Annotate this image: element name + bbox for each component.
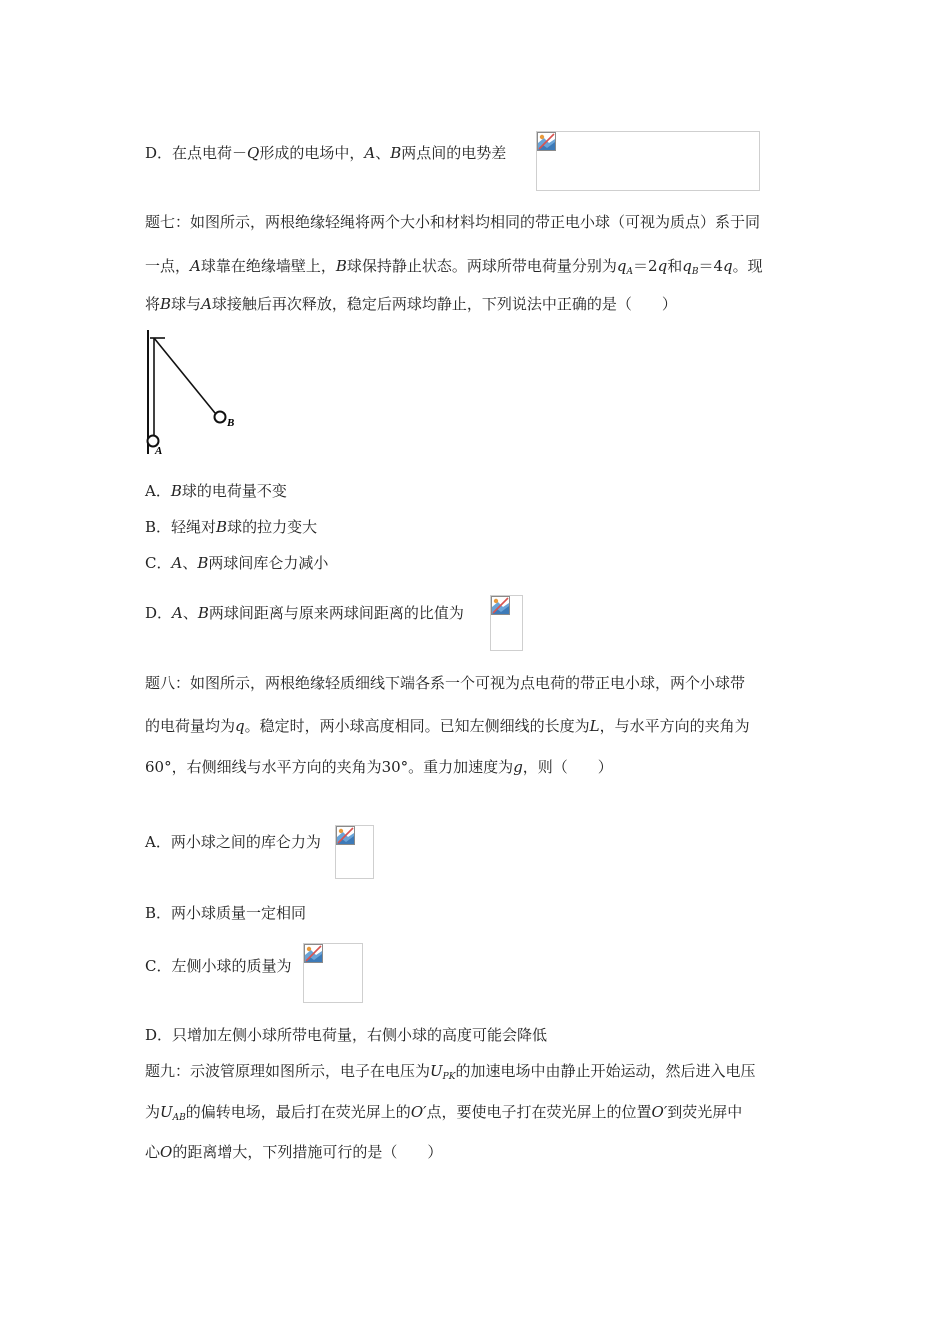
q7-stem-line-1: 题七：如图所示，两根绝缘轻绳将两个大小和材料均相同的带正电小球（可视为质点）系于同 <box>145 213 761 231</box>
q9-stem-line-2: 为$U_{AB}$的偏转电场，最后打在荧光屏上的O′点，要使电子打在荧光屏上的位置O′到荧光屏中 <box>145 1103 743 1123</box>
label-a: A <box>155 445 163 457</box>
q8-stem-line-1: 题八：如图所示，两根绝缘轻质细线下端各系一个可视为点电荷的带正电小球，两个小球带 <box>145 674 746 692</box>
q9-stem-line-3: 心O的距离增大，下列措施可行的是（ ） <box>145 1143 443 1161</box>
ball-b <box>215 412 226 423</box>
broken-image-icon <box>537 132 556 151</box>
q8-option-b: B．两小球质量一定相同 <box>145 904 307 922</box>
broken-image-icon <box>336 826 355 845</box>
formula-image-placeholder <box>536 131 760 191</box>
formula-image-placeholder <box>303 943 363 1003</box>
rope-b <box>154 338 215 413</box>
q8-option-c: C．左侧小球的质量为 <box>145 957 292 975</box>
q8-stem-line-2: 的电荷量均为q。稳定时，两小球高度相同。已知左侧细线的长度为L，与水平方向的夹角为 <box>145 717 750 735</box>
broken-image-icon <box>304 944 323 963</box>
broken-image-icon <box>491 596 510 615</box>
q7-option-b: B．轻绳对B球的拉力变大 <box>145 518 318 536</box>
q8-option-d: D．只增加左侧小球所带电荷量，右侧小球的高度可能会降低 <box>145 1026 548 1044</box>
q8-stem-line-3: 60°，右侧细线与水平方向的夹角为30°。重力加速度为g，则（ ） <box>145 758 613 776</box>
formula-image-placeholder <box>490 595 523 651</box>
q6-option-d: D．在点电荷－Q形成的电场中，A、B两点间的电势差 <box>145 144 507 162</box>
q7-stem-line-2: 一点，A球靠在绝缘墙壁上，B球保持静止状态。两球所带电荷量分别为$q_A=2q$和$q_B=4q$。现 <box>145 257 763 277</box>
q7-stem-line-3: 将B球与A球接触后再次释放，稳定后两球均静止，下列说法中正确的是（ ） <box>145 295 677 313</box>
wall-pendulum-figure <box>145 328 245 458</box>
q7-option-a: A．B球的电荷量不变 <box>145 482 287 500</box>
formula-image-placeholder <box>335 825 374 879</box>
q7-option-d: D．A、B两球间距离与原来两球间距离的比值为 <box>145 604 464 622</box>
q9-stem-line-1: 题九：示波管原理如图所示，电子在电压为$U_{PK}$的加速电场中由静止开始运动，然后进入电压 <box>145 1062 756 1082</box>
label-b: B <box>227 417 235 429</box>
q8-option-a: A．两小球之间的库仑力为 <box>145 833 321 851</box>
q7-option-c: C．A、B两球间库仑力减小 <box>145 554 329 572</box>
